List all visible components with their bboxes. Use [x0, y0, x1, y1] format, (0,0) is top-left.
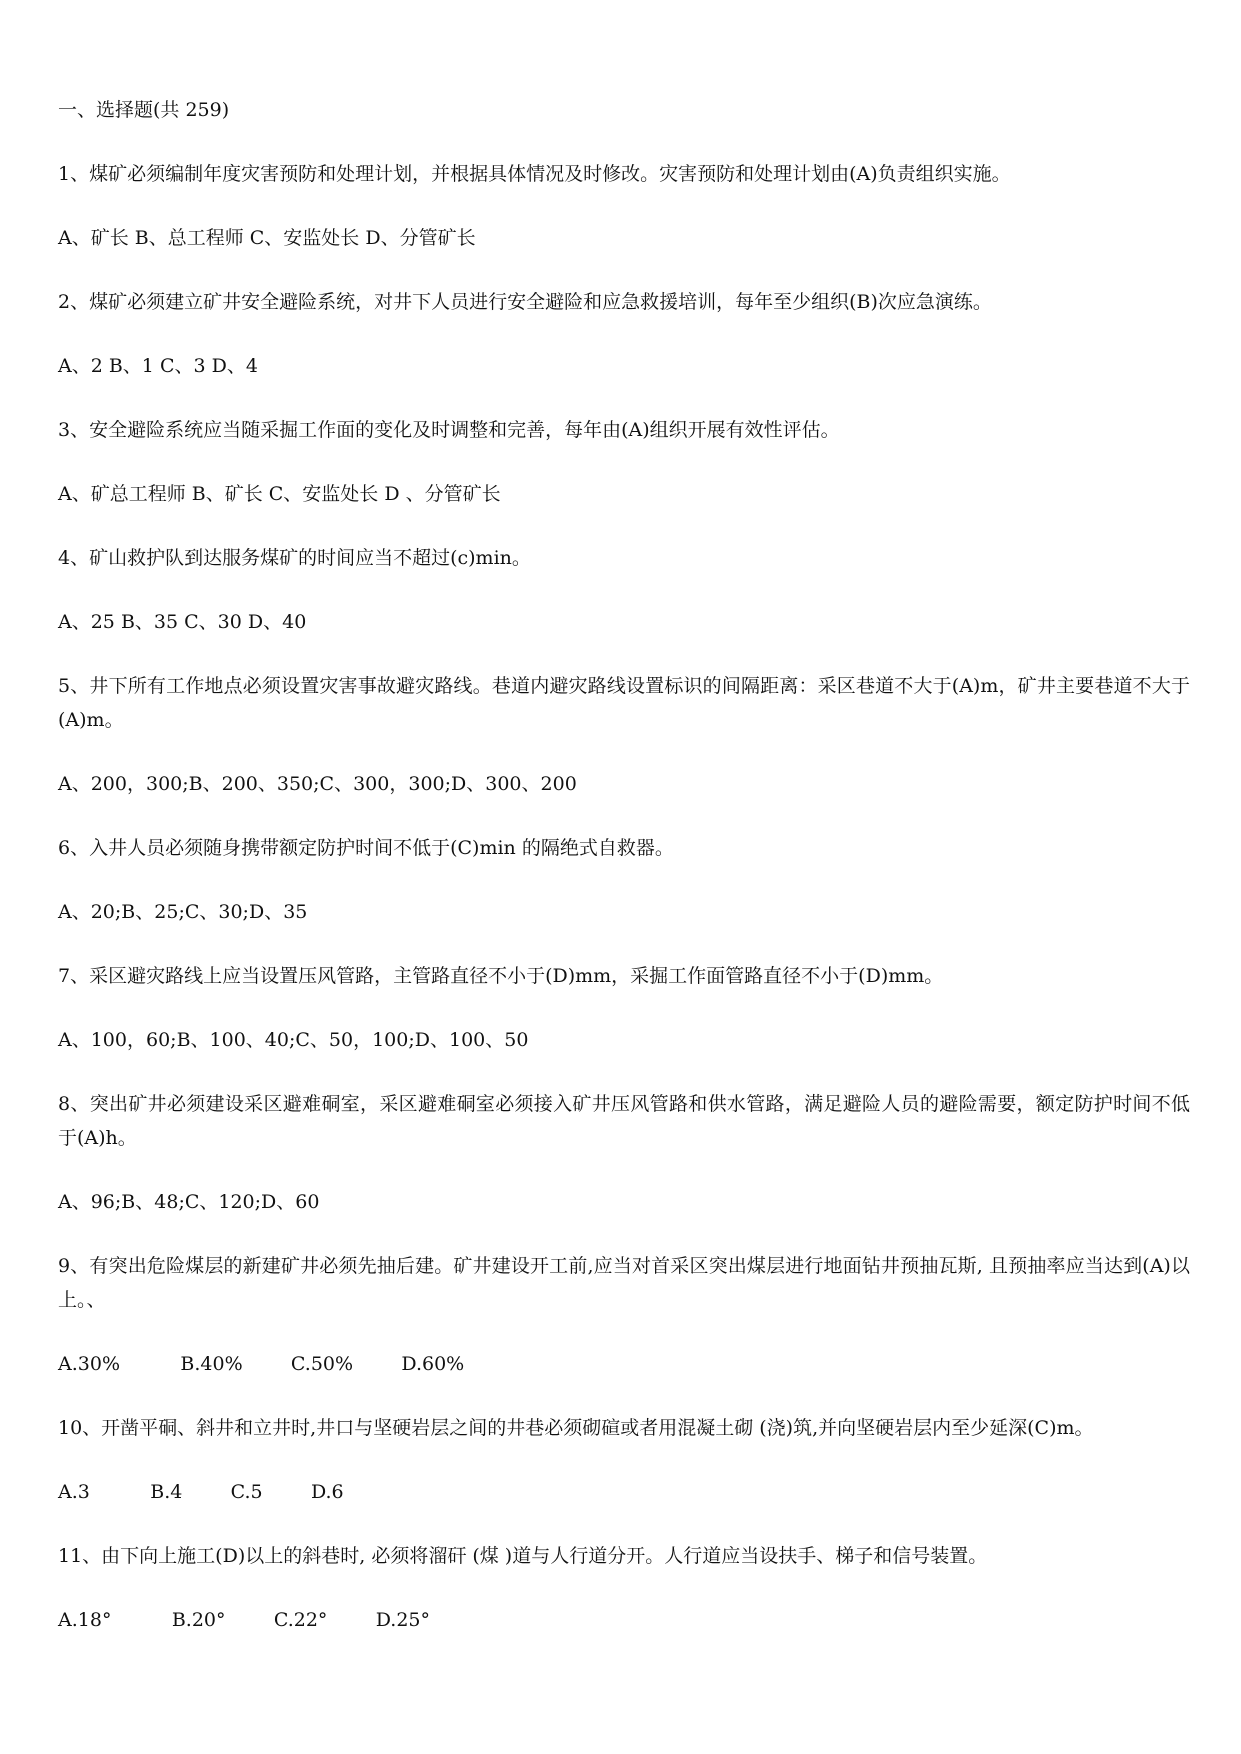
- question-1: 1、煤矿必须编制年度灾害预防和处理计划，并根据具体情况及时修改。灾害预防和处理计划由(A)负责组织实施。: [58, 163, 1011, 185]
- question-11: 11、由下向上施工(D)以上的斜巷时, 必须将溜矸 (煤 )道与人行道分开。人行道应当设扶手、梯子和信号装置。: [58, 1545, 988, 1567]
- question-8: 8、突出矿井必须建设采区避难硐室，采区避难硐室必须接入矿井压风管路和供水管路，满足避险人员的避险需要，额定防护时间不低于(A)h。: [58, 1093, 1190, 1149]
- options-5: A、200，300;B、200、350;C、300，300;D、300、200: [58, 773, 577, 795]
- question-5: 5、井下所有工作地点必须设置灾害事故避灾路线。巷道内避灾路线设置标识的间隔距离：采区巷道不大于(A)m，矿井主要巷道不大于(A)m。: [58, 675, 1190, 731]
- options-4: A、25 B、35 C、30 D、40: [58, 611, 307, 633]
- document-content: [58, 93, 1190, 1667]
- question-4: 4、矿山救护队到达服务煤矿的时间应当不超过(c)min。: [58, 547, 531, 569]
- options-11: A.18° B.20° C.22° D.25°: [58, 1609, 430, 1631]
- options-1: A、矿长 B、总工程师 C、安监处长 D、分管矿长: [58, 227, 476, 249]
- question-2: 2、煤矿必须建立矿井安全避险系统，对井下人员进行安全避险和应急救援培训，每年至少组织(B)次应急演练。: [58, 291, 992, 313]
- options-7: A、100，60;B、100、40;C、50，100;D、100、50: [58, 1029, 529, 1051]
- options-3: A、矿总工程师 B、矿长 C、安监处长 D 、分管矿长: [58, 483, 501, 505]
- question-7: 7、采区避灾路线上应当设置压风管路，主管路直径不小于(D)mm，采掘工作面管路直径不小于(D)mm。: [58, 965, 944, 987]
- options-10: A.3 B.4 C.5 D.6: [58, 1481, 344, 1503]
- question-6: 6、入井人员必须随身携带额定防护时间不低于(C)min 的隔绝式自救器。: [58, 837, 674, 859]
- question-10: 10、开凿平硐、斜井和立井时,井口与坚硬岩层之间的井巷必须砌碹或者用混凝土砌 (浇)筑,并向坚硬岩层内至少延深(C)m。: [58, 1417, 1094, 1439]
- section-heading: 一、选择题(共 259): [58, 99, 230, 121]
- options-8: A、96;B、48;C、120;D、60: [58, 1191, 320, 1213]
- options-6: A、20;B、25;C、30;D、35: [58, 901, 308, 923]
- question-9: 9、有突出危险煤层的新建矿井必须先抽后建。矿井建设开工前,应当对首采区突出煤层进行地面钻井预抽瓦斯, 且预抽率应当达到(A)以上。、: [58, 1255, 1190, 1311]
- options-9: A.30% B.40% C.50% D.60%: [58, 1353, 465, 1375]
- options-2: A、2 B、1 C、3 D、4: [58, 355, 258, 377]
- question-3: 3、安全避险系统应当随采掘工作面的变化及时调整和完善，每年由(A)组织开展有效性评估。: [58, 419, 840, 441]
